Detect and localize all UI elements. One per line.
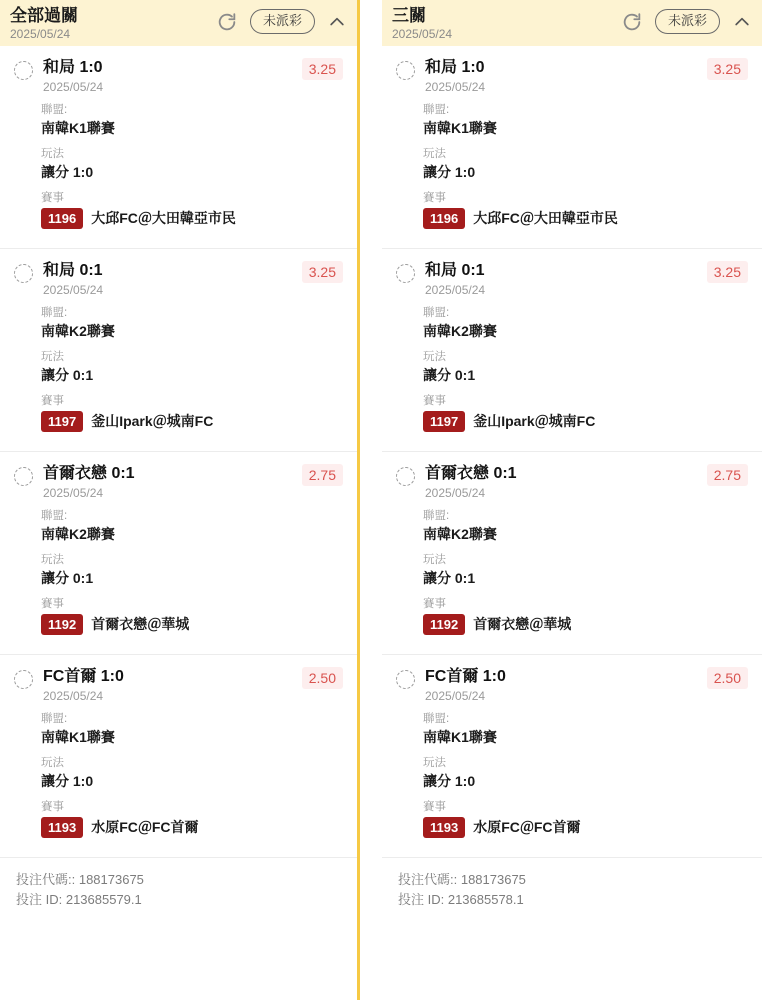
market-block xyxy=(423,350,748,385)
market-label: 玩法 xyxy=(423,757,446,769)
leg-date: 2025/05/24 xyxy=(43,689,104,703)
league-value: 南韓K1聯賽 xyxy=(41,729,115,745)
table-row[interactable] xyxy=(0,46,357,249)
market-label: 玩法 xyxy=(41,554,64,566)
event-line xyxy=(41,614,343,635)
event-teams: 釜山Ipark＠城南FC xyxy=(91,413,214,429)
table-row[interactable] xyxy=(0,249,357,452)
event-code-badge: 1193 xyxy=(423,817,465,838)
league-label: 聯盟: xyxy=(41,510,68,522)
ticket-header[interactable] xyxy=(382,0,762,46)
table-row[interactable] xyxy=(0,452,357,655)
event-code-badge: 1197 xyxy=(423,411,465,432)
ticket-header-titles xyxy=(10,6,216,42)
leg-select-radio[interactable] xyxy=(396,467,415,486)
leg-selection: 首爾衣戀 0:1 xyxy=(43,465,135,482)
bet-code: 投注代碼:: 188173675 xyxy=(398,872,526,887)
leg-headline xyxy=(43,667,294,704)
refresh-icon[interactable] xyxy=(621,11,643,33)
event-block xyxy=(41,394,343,432)
leg-top xyxy=(396,464,748,501)
leg-headline xyxy=(425,464,699,501)
event-label: 賽事 xyxy=(41,395,64,407)
event-teams: 大邱FC＠大田韓亞市民 xyxy=(473,210,618,226)
ticket-date: 2025/05/24 xyxy=(10,27,71,41)
leg-select-radio[interactable] xyxy=(396,61,415,80)
leg-select-radio[interactable] xyxy=(396,264,415,283)
leg-selection: 和局 0:1 xyxy=(43,262,103,279)
league-block xyxy=(423,509,748,544)
market-label: 玩法 xyxy=(423,351,446,363)
leg-selection: 首爾衣戀 0:1 xyxy=(425,465,517,482)
leg-details xyxy=(41,306,343,432)
ticket-title: 三關 xyxy=(392,6,426,25)
leg-date: 2025/05/24 xyxy=(43,80,104,94)
league-label: 聯盟: xyxy=(423,104,450,116)
market-label: 玩法 xyxy=(41,351,64,363)
leg-odds: 2.50 xyxy=(707,667,748,689)
ticket-footer xyxy=(382,858,762,920)
leg-details xyxy=(423,103,748,229)
league-block xyxy=(41,712,343,747)
market-value: 讓分 0:1 xyxy=(41,367,94,383)
ticket-legs xyxy=(382,46,762,858)
event-label: 賽事 xyxy=(41,192,64,204)
event-block xyxy=(41,597,343,635)
event-label: 賽事 xyxy=(423,395,446,407)
leg-headline xyxy=(425,58,699,95)
league-block xyxy=(41,103,343,138)
event-line xyxy=(423,208,748,229)
event-code-badge: 1196 xyxy=(423,208,465,229)
table-row[interactable] xyxy=(382,655,762,858)
leg-top xyxy=(14,261,343,298)
market-value: 讓分 0:1 xyxy=(423,367,476,383)
event-label: 賽事 xyxy=(423,192,446,204)
leg-date: 2025/05/24 xyxy=(425,486,486,500)
ticket-card-three-leg xyxy=(382,0,762,1000)
leg-odds: 2.75 xyxy=(707,464,748,486)
leg-select-radio[interactable] xyxy=(14,467,33,486)
leg-date: 2025/05/24 xyxy=(43,486,104,500)
leg-odds: 3.25 xyxy=(302,261,343,283)
league-block xyxy=(41,306,343,341)
market-block xyxy=(423,147,748,182)
leg-top xyxy=(14,464,343,501)
league-block xyxy=(41,509,343,544)
market-block xyxy=(41,553,343,588)
ticket-legs xyxy=(0,46,357,858)
ticket-date: 2025/05/24 xyxy=(392,27,453,41)
leg-details xyxy=(41,103,343,229)
leg-selection: 和局 1:0 xyxy=(425,59,485,76)
leg-date: 2025/05/24 xyxy=(425,689,486,703)
leg-top xyxy=(396,261,748,298)
table-row[interactable] xyxy=(382,452,762,655)
leg-odds: 2.75 xyxy=(302,464,343,486)
league-value: 南韓K2聯賽 xyxy=(41,526,115,542)
leg-selection: 和局 0:1 xyxy=(425,262,485,279)
event-block xyxy=(423,394,748,432)
status-badge[interactable]: 未派彩 xyxy=(655,9,720,34)
leg-odds: 2.50 xyxy=(302,667,343,689)
event-line xyxy=(41,411,343,432)
league-label: 聯盟: xyxy=(423,510,450,522)
leg-selection: 和局 1:0 xyxy=(43,59,103,76)
event-label: 賽事 xyxy=(41,801,64,813)
league-value: 南韓K2聯賽 xyxy=(423,526,497,542)
chevron-up-icon[interactable] xyxy=(327,12,347,32)
leg-date: 2025/05/24 xyxy=(43,283,104,297)
ticket-header-actions xyxy=(216,6,347,34)
leg-details xyxy=(423,306,748,432)
market-value: 讓分 0:1 xyxy=(423,570,476,586)
leg-headline xyxy=(43,464,294,501)
market-label: 玩法 xyxy=(41,757,64,769)
event-block xyxy=(41,191,343,229)
status-badge[interactable]: 未派彩 xyxy=(250,9,315,34)
market-label: 玩法 xyxy=(41,148,64,160)
event-line xyxy=(41,208,343,229)
event-line xyxy=(423,817,748,838)
market-label: 玩法 xyxy=(423,554,446,566)
event-label: 賽事 xyxy=(423,598,446,610)
ticket-header-titles xyxy=(392,6,621,42)
market-label: 玩法 xyxy=(423,148,446,160)
leg-odds: 3.25 xyxy=(302,58,343,80)
league-value: 南韓K1聯賽 xyxy=(423,729,497,745)
ticket-footer xyxy=(0,858,357,920)
league-block xyxy=(423,306,748,341)
leg-headline xyxy=(43,58,294,95)
market-block xyxy=(41,147,343,182)
leg-top xyxy=(14,667,343,704)
event-code-badge: 1192 xyxy=(423,614,465,635)
leg-selection: FC首爾 1:0 xyxy=(425,668,506,685)
leg-headline xyxy=(43,261,294,298)
league-label: 聯盟: xyxy=(41,307,68,319)
leg-odds: 3.25 xyxy=(707,58,748,80)
panel-divider xyxy=(360,0,382,1000)
leg-details xyxy=(41,712,343,838)
market-value: 讓分 0:1 xyxy=(41,570,94,586)
bet-id: 投注 ID: 213685579.1 xyxy=(16,892,142,907)
leg-select-radio[interactable] xyxy=(14,61,33,80)
leg-top xyxy=(396,58,748,95)
ticket-card-all-parlay xyxy=(0,0,360,1000)
leg-details xyxy=(423,712,748,838)
market-block xyxy=(41,756,343,791)
league-label: 聯盟: xyxy=(41,104,68,116)
ticket-header[interactable] xyxy=(0,0,357,46)
market-block xyxy=(423,553,748,588)
leg-headline xyxy=(425,261,699,298)
event-block xyxy=(423,800,748,838)
market-value: 讓分 1:0 xyxy=(41,773,94,789)
event-teams: 釜山Ipark＠城南FC xyxy=(473,413,596,429)
league-label: 聯盟: xyxy=(423,307,450,319)
leg-selection: FC首爾 1:0 xyxy=(43,668,124,685)
event-code-badge: 1197 xyxy=(41,411,83,432)
market-value: 讓分 1:0 xyxy=(41,164,94,180)
event-teams: 水原FC＠FC首爾 xyxy=(473,819,581,835)
league-value: 南韓K1聯賽 xyxy=(423,120,497,136)
league-block xyxy=(423,712,748,747)
event-teams: 首爾衣戀＠華城 xyxy=(91,616,190,632)
leg-date: 2025/05/24 xyxy=(425,80,486,94)
league-value: 南韓K2聯賽 xyxy=(423,323,497,339)
market-value: 讓分 1:0 xyxy=(423,773,476,789)
market-block xyxy=(41,350,343,385)
leg-select-radio[interactable] xyxy=(396,670,415,689)
chevron-up-icon[interactable] xyxy=(732,12,752,32)
table-row[interactable] xyxy=(0,655,357,858)
leg-odds: 3.25 xyxy=(707,261,748,283)
event-line xyxy=(423,411,748,432)
league-value: 南韓K1聯賽 xyxy=(41,120,115,136)
event-teams: 水原FC＠FC首爾 xyxy=(91,819,199,835)
leg-select-radio[interactable] xyxy=(14,264,33,283)
leg-top xyxy=(14,58,343,95)
event-code-badge: 1193 xyxy=(41,817,83,838)
event-block xyxy=(423,191,748,229)
table-row[interactable] xyxy=(382,249,762,452)
event-teams: 首爾衣戀＠華城 xyxy=(473,616,572,632)
event-code-badge: 1196 xyxy=(41,208,83,229)
leg-details xyxy=(423,509,748,635)
league-value: 南韓K2聯賽 xyxy=(41,323,115,339)
leg-date: 2025/05/24 xyxy=(425,283,486,297)
leg-details xyxy=(41,509,343,635)
league-label: 聯盟: xyxy=(41,713,68,725)
market-value: 讓分 1:0 xyxy=(423,164,476,180)
event-label: 賽事 xyxy=(423,801,446,813)
event-block xyxy=(423,597,748,635)
ticket-title: 全部過關 xyxy=(10,6,78,25)
leg-select-radio[interactable] xyxy=(14,670,33,689)
ticket-header-actions xyxy=(621,6,752,34)
event-code-badge: 1192 xyxy=(41,614,83,635)
event-block xyxy=(41,800,343,838)
event-line xyxy=(423,614,748,635)
event-line xyxy=(41,817,343,838)
bet-code: 投注代碼:: 188173675 xyxy=(16,872,144,887)
market-block xyxy=(423,756,748,791)
event-label: 賽事 xyxy=(41,598,64,610)
event-teams: 大邱FC＠大田韓亞市民 xyxy=(91,210,236,226)
league-label: 聯盟: xyxy=(423,713,450,725)
refresh-icon[interactable] xyxy=(216,11,238,33)
league-block xyxy=(423,103,748,138)
bet-id: 投注 ID: 213685578.1 xyxy=(398,892,524,907)
table-row[interactable] xyxy=(382,46,762,249)
leg-headline xyxy=(425,667,699,704)
leg-top xyxy=(396,667,748,704)
